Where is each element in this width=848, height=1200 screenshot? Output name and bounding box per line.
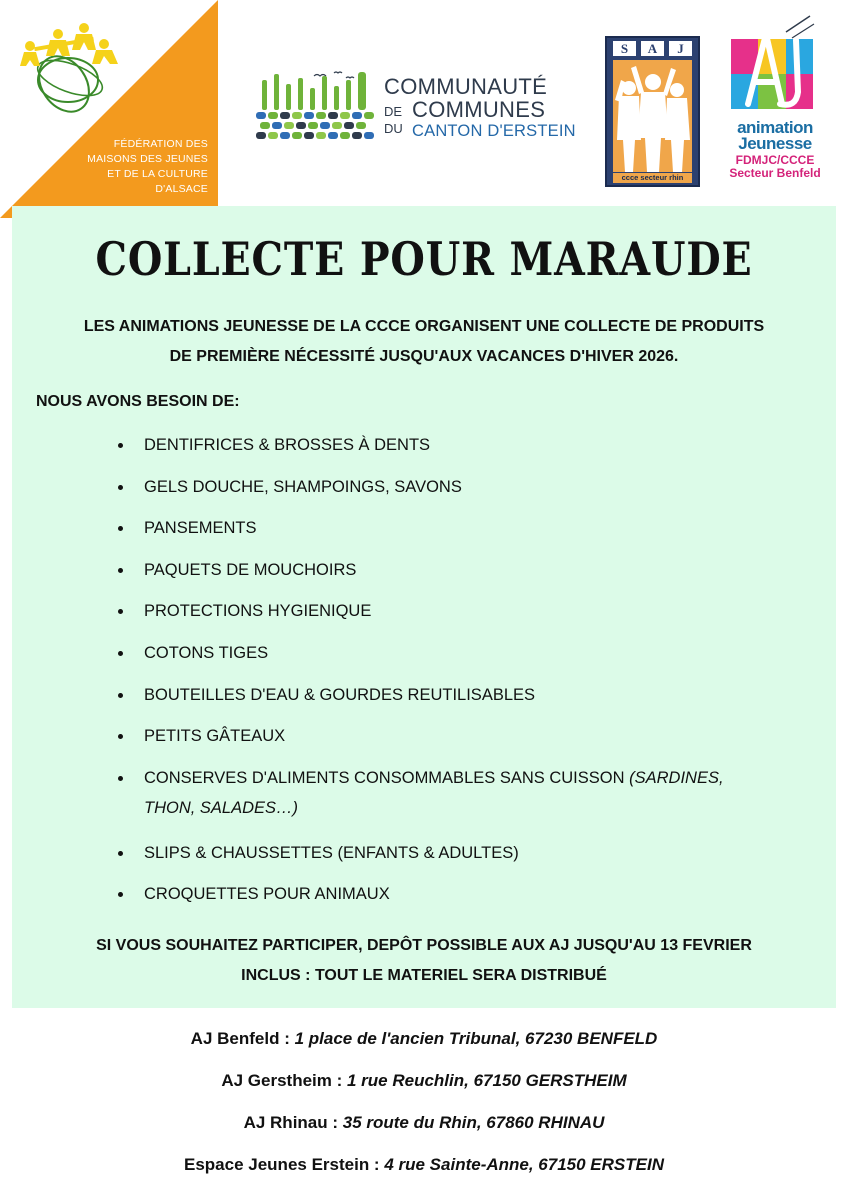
address-value: 1 place de l'ancien Tribunal, 67230 BENFELD xyxy=(294,1029,658,1048)
intro-line: DE PREMIÈRE NÉCESSITÉ JUSQU'AUX VACANCES D'HIVER 2026. xyxy=(169,348,679,365)
saj-letter: J xyxy=(669,41,692,56)
list-item: PROTECTIONS HYGIENIQUE xyxy=(114,596,814,638)
saj-logo xyxy=(605,36,700,187)
address-row xyxy=(0,1024,848,1066)
aj-name-line1: animation xyxy=(737,118,813,137)
saj-silhouette-panel xyxy=(613,60,692,172)
list-item-detail: THON, SALADES…) xyxy=(144,798,299,817)
address-row xyxy=(0,1066,848,1108)
list-item: GELS DOUCHE, SHAMPOINGS, SAVONS xyxy=(114,472,814,514)
fdmjc-logo xyxy=(0,0,218,218)
fdmjc-name xyxy=(58,137,208,197)
list-item: CROQUETTES POUR ANIMAUX xyxy=(114,879,814,921)
needs-heading: NOUS AVONS BESOIN DE: xyxy=(36,393,240,410)
intro-line: LES ANIMATIONS JEUNESSE DE LA CCCE ORGANISENT UNE COLLECTE DE PRODUITS xyxy=(83,318,765,335)
address-value: 1 rue Reuchlin, 67150 GERSTHEIM xyxy=(347,1071,627,1090)
collection-panel xyxy=(12,206,836,1008)
fdmjc-name-line: D'ALSACE xyxy=(155,183,208,195)
list-item: COTONS TIGES xyxy=(114,638,814,680)
ccce-emblem xyxy=(254,70,382,150)
aj-emblem xyxy=(726,12,822,120)
ccce-logo xyxy=(254,70,584,150)
ccce-name-de: DE xyxy=(384,104,403,119)
needs-list xyxy=(114,430,814,921)
address-name: AJ Benfeld : xyxy=(190,1029,295,1048)
ccce-name-du: DU xyxy=(384,121,403,136)
address-name: Espace Jeunes Erstein : xyxy=(184,1155,385,1174)
list-item: PETITS GÂTEAUX xyxy=(114,721,814,763)
ccce-name-line1: COMMUNAUTÉ xyxy=(384,74,548,99)
list-item xyxy=(114,763,814,838)
fdmjc-name-line: MAISONS DES JEUNES xyxy=(87,153,208,165)
list-item-text: CONSERVES D'ALIMENTS CONSOMMABLES SANS CUISSON xyxy=(144,768,630,787)
address-value: 35 route du Rhin, 67860 RHINAU xyxy=(342,1113,605,1132)
address-name: AJ Gerstheim : xyxy=(221,1071,347,1090)
people-silhouette-icon xyxy=(613,60,692,172)
saj-footer-label: ccce secteur rhin xyxy=(613,173,692,183)
intro-text xyxy=(12,312,836,372)
address-row xyxy=(0,1150,848,1192)
list-item: PAQUETS DE MOUCHOIRS xyxy=(114,555,814,597)
address-row xyxy=(0,1108,848,1150)
address-name: AJ Rhinau : xyxy=(243,1113,343,1132)
ccce-name-line2: COMMUNES xyxy=(412,97,546,122)
aj-name-line2: Jeunesse xyxy=(738,134,812,153)
aj-logo xyxy=(726,12,822,192)
fdmjc-name-line: ET DE LA CULTURE xyxy=(107,168,208,180)
drop-off-line: SI VOUS SOUHAITEZ PARTICIPER, DEPÔT POSSIBLE AUX AJ JUSQU'AU 13 FEVRIER xyxy=(96,937,752,954)
list-item: PANSEMENTS xyxy=(114,513,814,555)
list-item: SLIPS & CHAUSSETTES (ENFANTS & ADULTES) xyxy=(114,838,814,880)
list-item-detail: (SARDINES, xyxy=(629,768,724,787)
saj-letters xyxy=(613,41,692,56)
ccce-name-line3: CANTON D'ERSTEIN xyxy=(412,122,576,140)
drop-off-note xyxy=(12,931,836,991)
list-item: BOUTEILLES D'EAU & GOURDES REUTILISABLES xyxy=(114,680,814,722)
aj-name-line3: FDMJC/CCCE xyxy=(735,153,815,167)
aj-name-line4: Secteur Benfeld xyxy=(729,166,821,180)
drop-off-line: INCLUS : TOUT LE MATERIEL SERA DISTRIBUÉ xyxy=(241,967,607,984)
poster-title: COLLECTE POUR MARAUDE xyxy=(95,232,753,286)
address-list xyxy=(0,1024,848,1192)
saj-letter: S xyxy=(613,41,636,56)
list-item: DENTIFRICES & BROSSES À DENTS xyxy=(114,430,814,472)
address-value: 4 rue Sainte-Anne, 67150 ERSTEIN xyxy=(384,1155,664,1174)
saj-letter: A xyxy=(641,41,664,56)
fdmjc-name-line: FÉDÉRATION DES xyxy=(113,138,208,150)
